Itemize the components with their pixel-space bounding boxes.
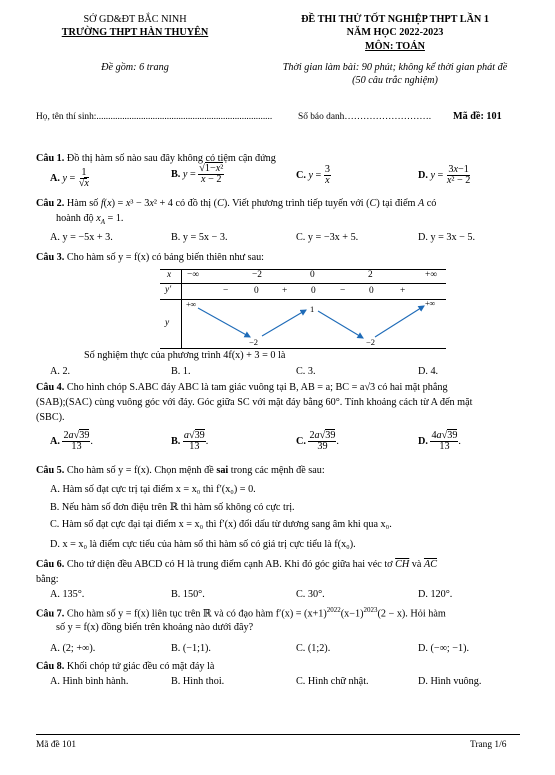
school-year: NĂM HỌC 2022-2023 — [346, 27, 444, 38]
q2-option-c: C. y = −3x + 5. — [296, 232, 359, 243]
question-1: Câu 1. Đồ thị hàm số nào sau đây không có tiệm cận đứng — [36, 153, 276, 164]
count-note: (50 câu trắc nghiệm) — [352, 75, 438, 86]
q4-option-b: B. $\frac{a√39}{13}$ . — [171, 430, 209, 453]
question-5: Câu 5. Cho hàm số y = f(x). Chọn mệnh đề sai trong các mệnh đề sau: — [36, 465, 325, 476]
page-number: Trang 1/6 — [470, 740, 507, 750]
y-value: +∞ — [186, 300, 197, 309]
question-6-cont: bằng: — [36, 574, 59, 585]
q4-option-c: C. $\frac{2a√39}{39}$ . — [296, 430, 339, 453]
y-value: 1 — [310, 304, 315, 314]
footer-divider — [36, 734, 520, 735]
question-3: Câu 3. Cho hàm số y = f(x) có bảng biến thiên như sau: — [36, 252, 265, 263]
subject: MÔN: TOÁN — [365, 41, 425, 52]
sign: 0 — [254, 286, 259, 296]
q3-option-d: D. 4. — [418, 366, 439, 377]
x-val: 0 — [310, 270, 315, 280]
school-dept: SỞ GD&ĐT BẮC NINH — [83, 14, 187, 25]
q1-option-c: C. y = $\frac{3}{x}$ — [296, 164, 330, 187]
q7-option-a: A. (2; +∞). — [50, 643, 96, 654]
q8-option-d: D. Hình vuông. — [418, 676, 482, 687]
q2-option-b: B. y = 5x − 3. — [171, 232, 228, 243]
sign: − — [223, 286, 229, 296]
q3-option-c: C. 3. — [296, 366, 316, 377]
x-val: −∞ — [187, 270, 199, 280]
q7-option-d: D. (−∞; −1). — [418, 643, 470, 654]
question-4-line2: (SAB);(SAC) cùng vuông góc với đáy. Góc giữa SC với mặt đáy bằng 60°. Tính khoảng cách từ A đến mặt — [36, 397, 473, 408]
q7-option-b: B. (−1;1). — [171, 643, 211, 654]
y-value: −2 — [249, 337, 259, 347]
q1-option-b: B. y = $\frac{\text{√1−x²}}{x - 2}$ — [171, 163, 224, 186]
school-name: TRƯỜNG THPT HÀN THUYÊN — [61, 27, 209, 38]
x-val: +∞ — [425, 270, 437, 280]
y-label: y — [165, 318, 170, 328]
question-7-cont: số y = f(x) đồng biến trên khoảng nào dưới đây? — [56, 622, 254, 633]
q6-option-b: B. 150°. — [171, 589, 205, 600]
y-value: +∞ — [425, 299, 436, 308]
q1-option-a: A. y = $\frac{1}{√x}$ — [50, 167, 89, 190]
q5-option-b: B. Nếu hàm số đơn điệu trên ℝ thì hàm số không có cực trị. — [50, 502, 295, 513]
sign: 0 — [369, 286, 374, 296]
q1-option-d: D. y = $\frac{3x-1}{\text{x² − 2}}$ — [418, 164, 471, 187]
q4-option-a: A. $\frac{2a√39}{13}$ . — [50, 430, 93, 453]
q5-option-a: A. Hàm số đạt cực trị tại điểm x = x₀ thì f′(x₀) = 0. — [50, 484, 256, 495]
student-name-field: Họ, tên thí sinh:........................................................................... — [36, 112, 273, 122]
sign: + — [400, 286, 406, 296]
sign: − — [340, 286, 346, 296]
q6-option-a: A. 135°. — [50, 589, 85, 600]
q8-option-b: B. Hình thoi. — [171, 676, 225, 687]
question-3-prompt: Số nghiệm thực của phương trình 4f(x) + 3 = 0 là — [84, 350, 286, 361]
question-2-cont: hoành độ $x_A = 1$. — [56, 213, 124, 227]
x-val: −2 — [252, 270, 262, 280]
x-val: 2 — [368, 270, 373, 280]
q8-option-c: C. Hình chữ nhật. — [296, 676, 369, 687]
question-4-line3: (SBC). — [36, 412, 65, 423]
q3-option-b: B. 1. — [171, 366, 191, 377]
time-note: Thời gian làm bài: 90 phút; không kể thời gian phát đề — [282, 62, 508, 73]
question-8: Câu 8. Khối chóp tứ giác đều có mặt đáy là — [36, 661, 215, 672]
q2-option-a: A. y = −5x + 3. — [50, 232, 113, 243]
q4-option-d: D. $\frac{4a√39}{13}$ . — [418, 430, 461, 453]
pages-note: Đề gồm: 6 trang — [101, 62, 169, 73]
q5-option-d: D. x = x₀ là điểm cực tiểu của hàm số thì hàm số có giá trị cực tiểu là f(x₀). — [50, 539, 356, 550]
yprime-label: y′ — [165, 285, 172, 295]
sign: 0 — [311, 286, 316, 296]
question-6: Câu 6. Cho tứ diện đều ABCD có H là trung điểm cạnh AB. Khi đó góc giữa hai véc tơ $\overline{CH}$ và $\overline{AC}$ — [36, 559, 437, 570]
question-7: Câu 7. Cho hàm số y = f(x) liên tục trên ℝ và có đạo hàm $f'(x) = (x+1)^{2022}(x-1)^{2023}(2 - x)$. Hỏi hàm — [36, 606, 446, 620]
q2-option-d: D. y = 3x − 5. — [418, 232, 476, 243]
sign: + — [282, 286, 288, 296]
q8-option-a: A. Hình bình hành. — [50, 676, 129, 687]
footer-exam-code: Mã đề 101 — [36, 740, 77, 750]
y-value: −2 — [366, 337, 376, 347]
q3-option-a: A. 2. — [50, 366, 71, 377]
exam-code: Mã đề: 101 — [453, 111, 502, 122]
question-4: Câu 4. Cho hình chóp S.ABC đáy ABC là tam giác vuông tại B, AB = a; BC = a√3 có hai mặt phẳng — [36, 382, 448, 393]
q7-option-c: C. (1;2). — [296, 643, 331, 654]
student-id-field: Số báo danh………………………. — [298, 112, 432, 122]
q6-option-c: C. 30°. — [296, 589, 325, 600]
q6-option-d: D. 120°. — [418, 589, 453, 600]
exam-title: ĐỀ THI THỬ TỐT NGHIỆP THPT LẦN 1 — [301, 14, 489, 25]
q5-option-c: C. Hàm số đạt cực đại tại điểm x = x₀ thì f′(x) đổi dấu từ dương sang âm khi qua x₀. — [50, 519, 392, 530]
question-2: Câu 2. Hàm số f(x) = x³ − 3x² + 4 có đồ thị (C). Viết phương trình tiếp tuyến với (C) tại điểm A có — [36, 198, 437, 209]
x-label: x — [167, 270, 172, 280]
